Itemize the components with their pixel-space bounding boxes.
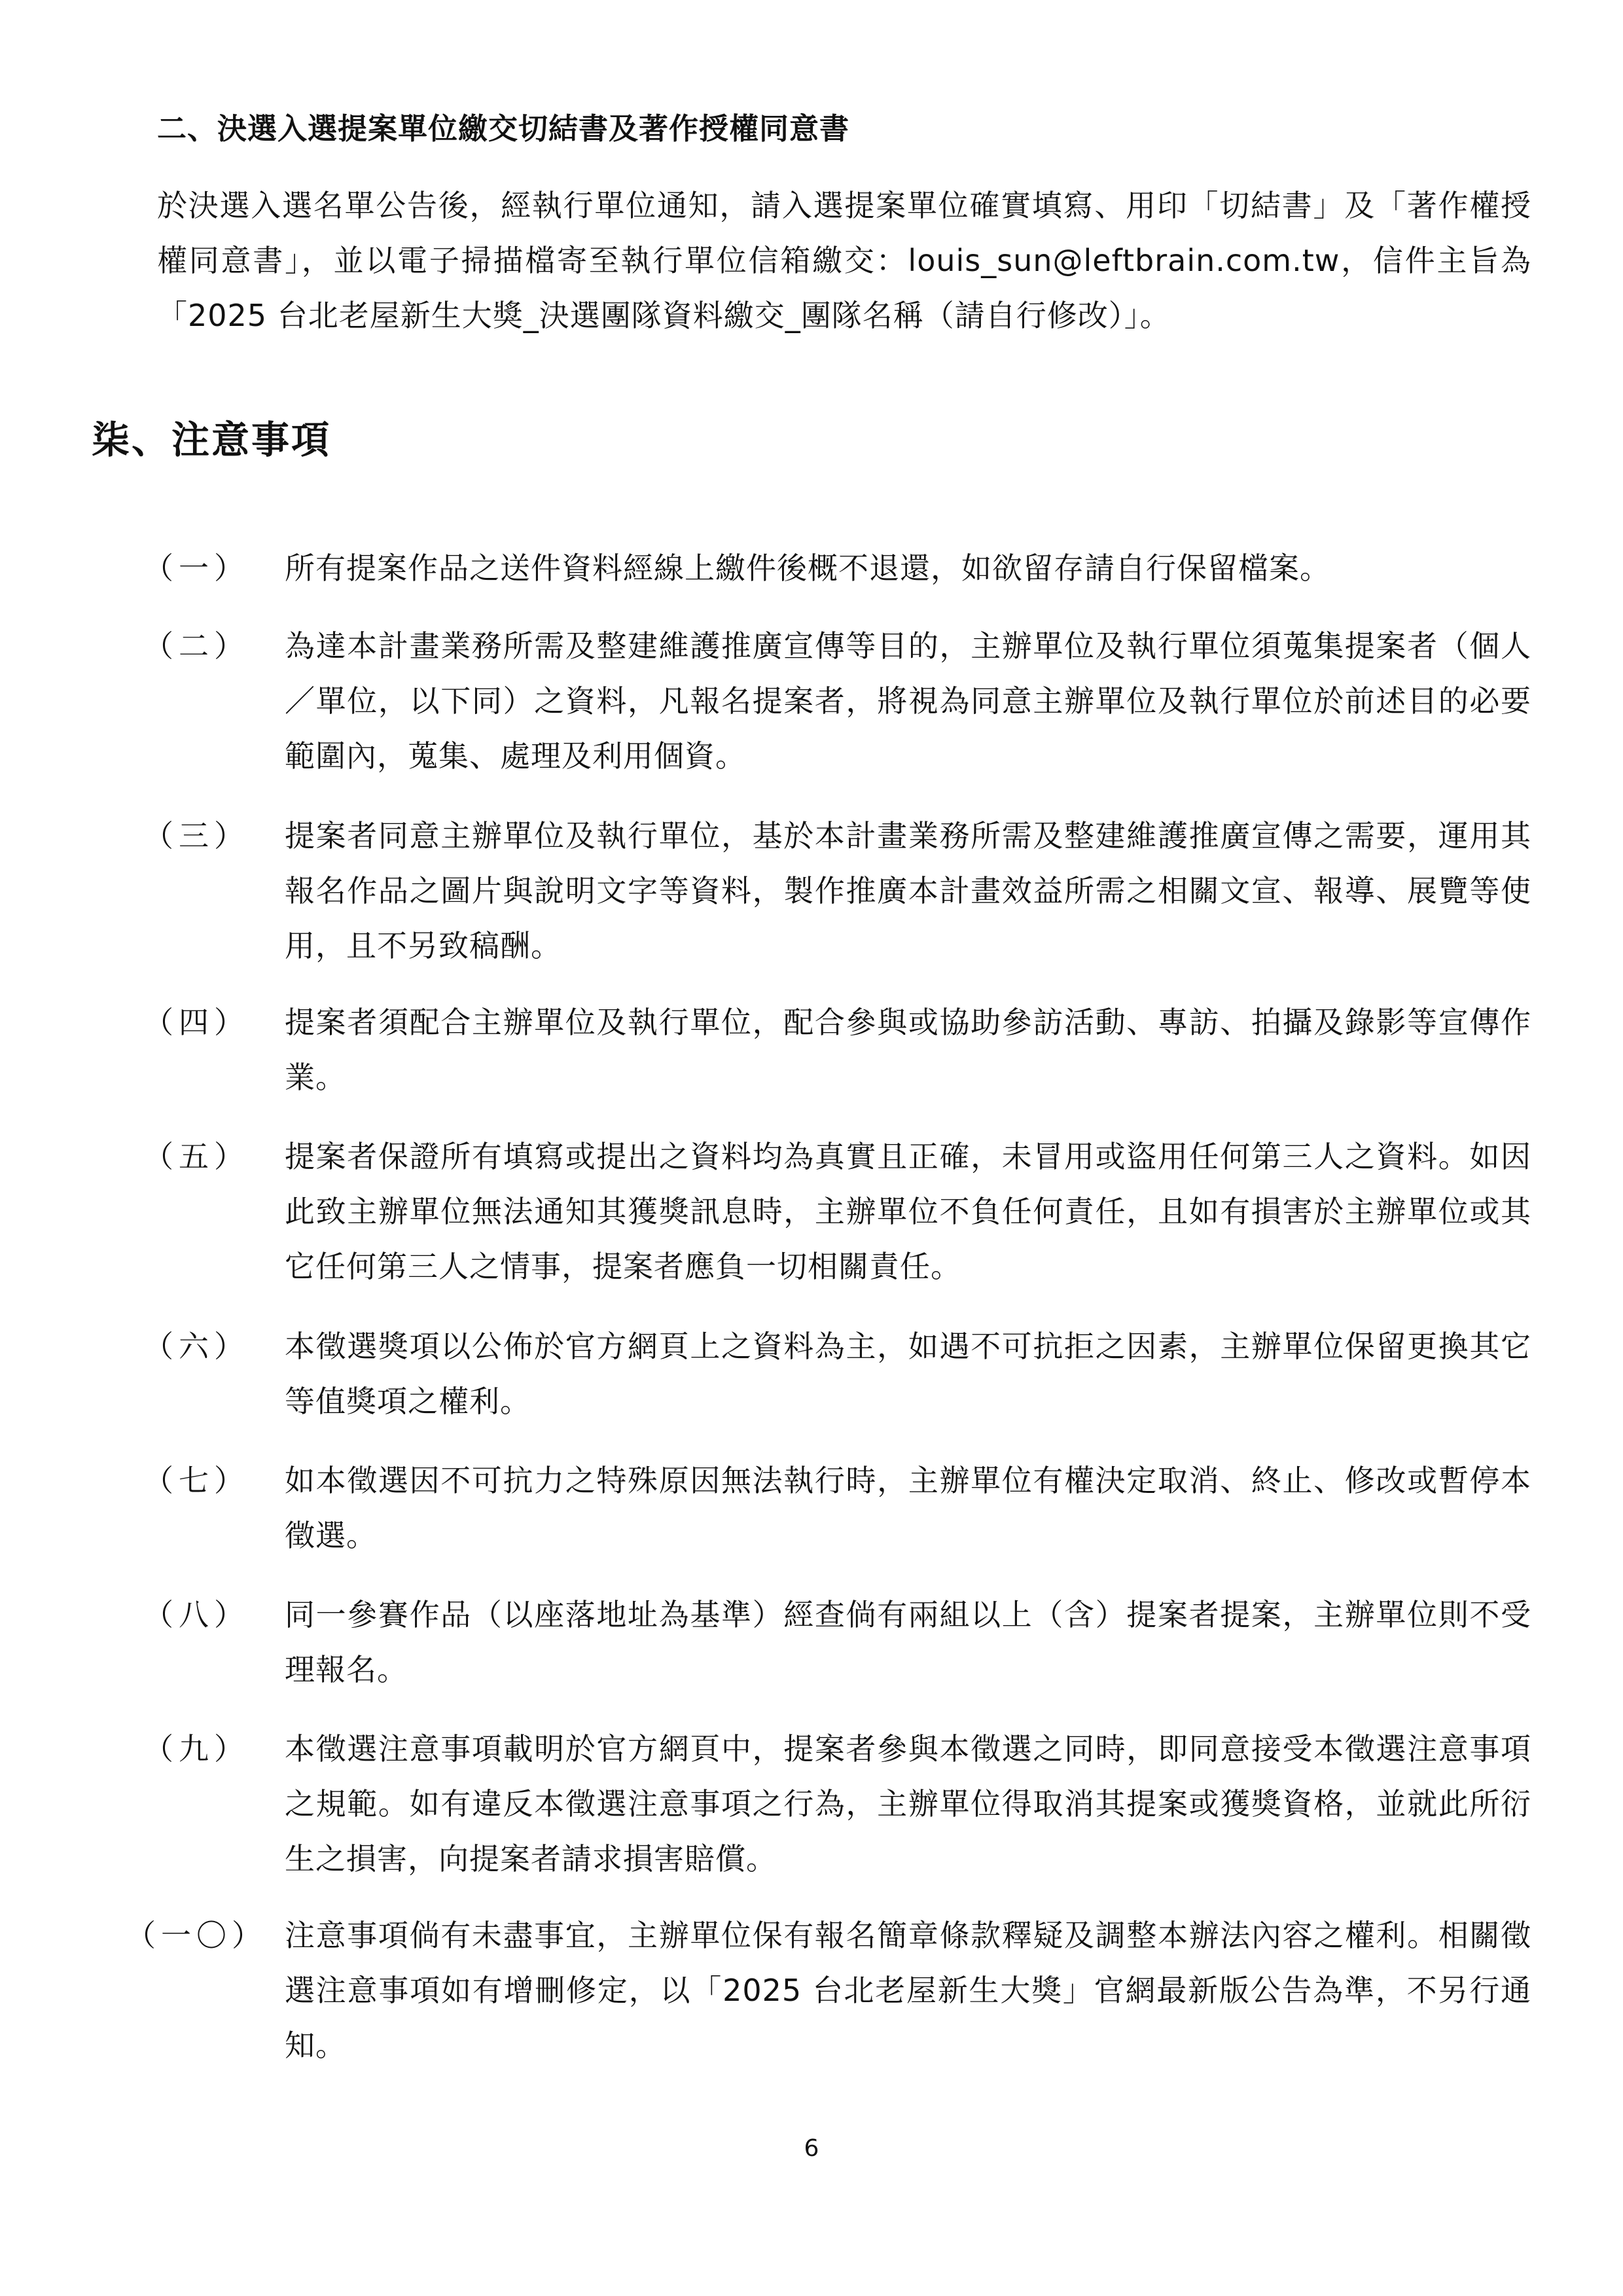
- item-number: （一）: [143, 550, 249, 586]
- item-text: 本徵選獎項以公佈於官方網頁上之資料為主，如遇不可抗拒之因素，主辦單位保留更換其它等值獎項之權利。: [285, 1329, 1531, 1419]
- item-number: （六）: [143, 1329, 249, 1364]
- item-text: 本徵選注意事項載明於官方網頁中，提案者參與本徵選之同時，即同意接受本徵選注意事項之規範。如有違反本徵選注意事項之行為，主辦單位得取消其提案或獲獎資格，並就此所衍生之損害，向提案者請求損害賠償。: [285, 1731, 1531, 1876]
- item-number: （九）: [143, 1731, 249, 1767]
- intro-paragraph: 於決選入選名單公告後，經執行單位通知，請入選提案單位確實填寫、用印「切結書」及「著作權授權同意書」，並以電子掃描檔寄至執行單位信箱繳交：louis_sun@leftbrain.com.tw，信件主旨為「2025 台北老屋新生大獎_決選團隊資料繳交_團隊名稱（請自行修改）」。: [157, 188, 1531, 333]
- item-text: 如本徵選因不可抗力之特殊原因無法執行時，主辦單位有權決定取消、終止、修改或暫停本徵選。: [285, 1463, 1531, 1553]
- page-number: 6: [804, 2135, 819, 2162]
- item-text: 注意事項倘有未盡事宜，主辦單位保有報名簡章條款釋疑及調整本辦法內容之權利。相關徵選注意事項如有增刪修定，以「2025 台北老屋新生大獎」官網最新版公告為準，不另行通知。: [285, 1918, 1531, 2063]
- item-text: 提案者保證所有填寫或提出之資料均為真實且正確，未冒用或盜用任何第三人之資料。如因此致主辦單位無法通知其獲獎訊息時，主辦單位不負任何責任，且如有損害於主辦單位或其它任何第三人之情事，提案者應負一切相關責任。: [285, 1139, 1531, 1284]
- item-number: （四）: [143, 1005, 249, 1040]
- item-text: 提案者同意主辦單位及執行單位，基於本計畫業務所需及整建維護推廣宣傳之需要，運用其報名作品之圖片與說明文字等資料，製作推廣本計畫效益所需之相關文宣、報導、展覽等使用，且不另致稿酬。: [285, 818, 1531, 963]
- item-text: 為達本計畫業務所需及整建維護推廣宣傳等目的，主辦單位及執行單位須蒐集提案者（個人／單位，以下同）之資料，凡報名提案者，將視為同意主辦單位及執行單位於前述目的必要範圍內，蒐集、處理及利用個資。: [285, 628, 1531, 774]
- item-number: （一〇）: [126, 1918, 267, 1953]
- item-number: （八）: [143, 1597, 249, 1632]
- subheading: 二、決選入選提案單位繳交切結書及著作授權同意書: [157, 111, 850, 146]
- item-text: 提案者須配合主辦單位及執行單位，配合參與或協助參訪活動、專訪、拍攝及錄影等宣傳作業。: [285, 1005, 1531, 1095]
- item-text: 所有提案作品之送件資料經線上繳件後概不退還，如欲留存請自行保留檔案。: [285, 550, 1330, 586]
- item-number: （二）: [143, 628, 249, 664]
- item-number: （三）: [143, 818, 249, 853]
- item-number: （五）: [143, 1139, 249, 1174]
- item-text: 同一參賽作品（以座落地址為基準）經查倘有兩組以上（含）提案者提案，主辦單位則不受理報名。: [285, 1597, 1531, 1687]
- section-heading: 柒、注意事項: [92, 418, 332, 462]
- item-number: （七）: [143, 1463, 249, 1498]
